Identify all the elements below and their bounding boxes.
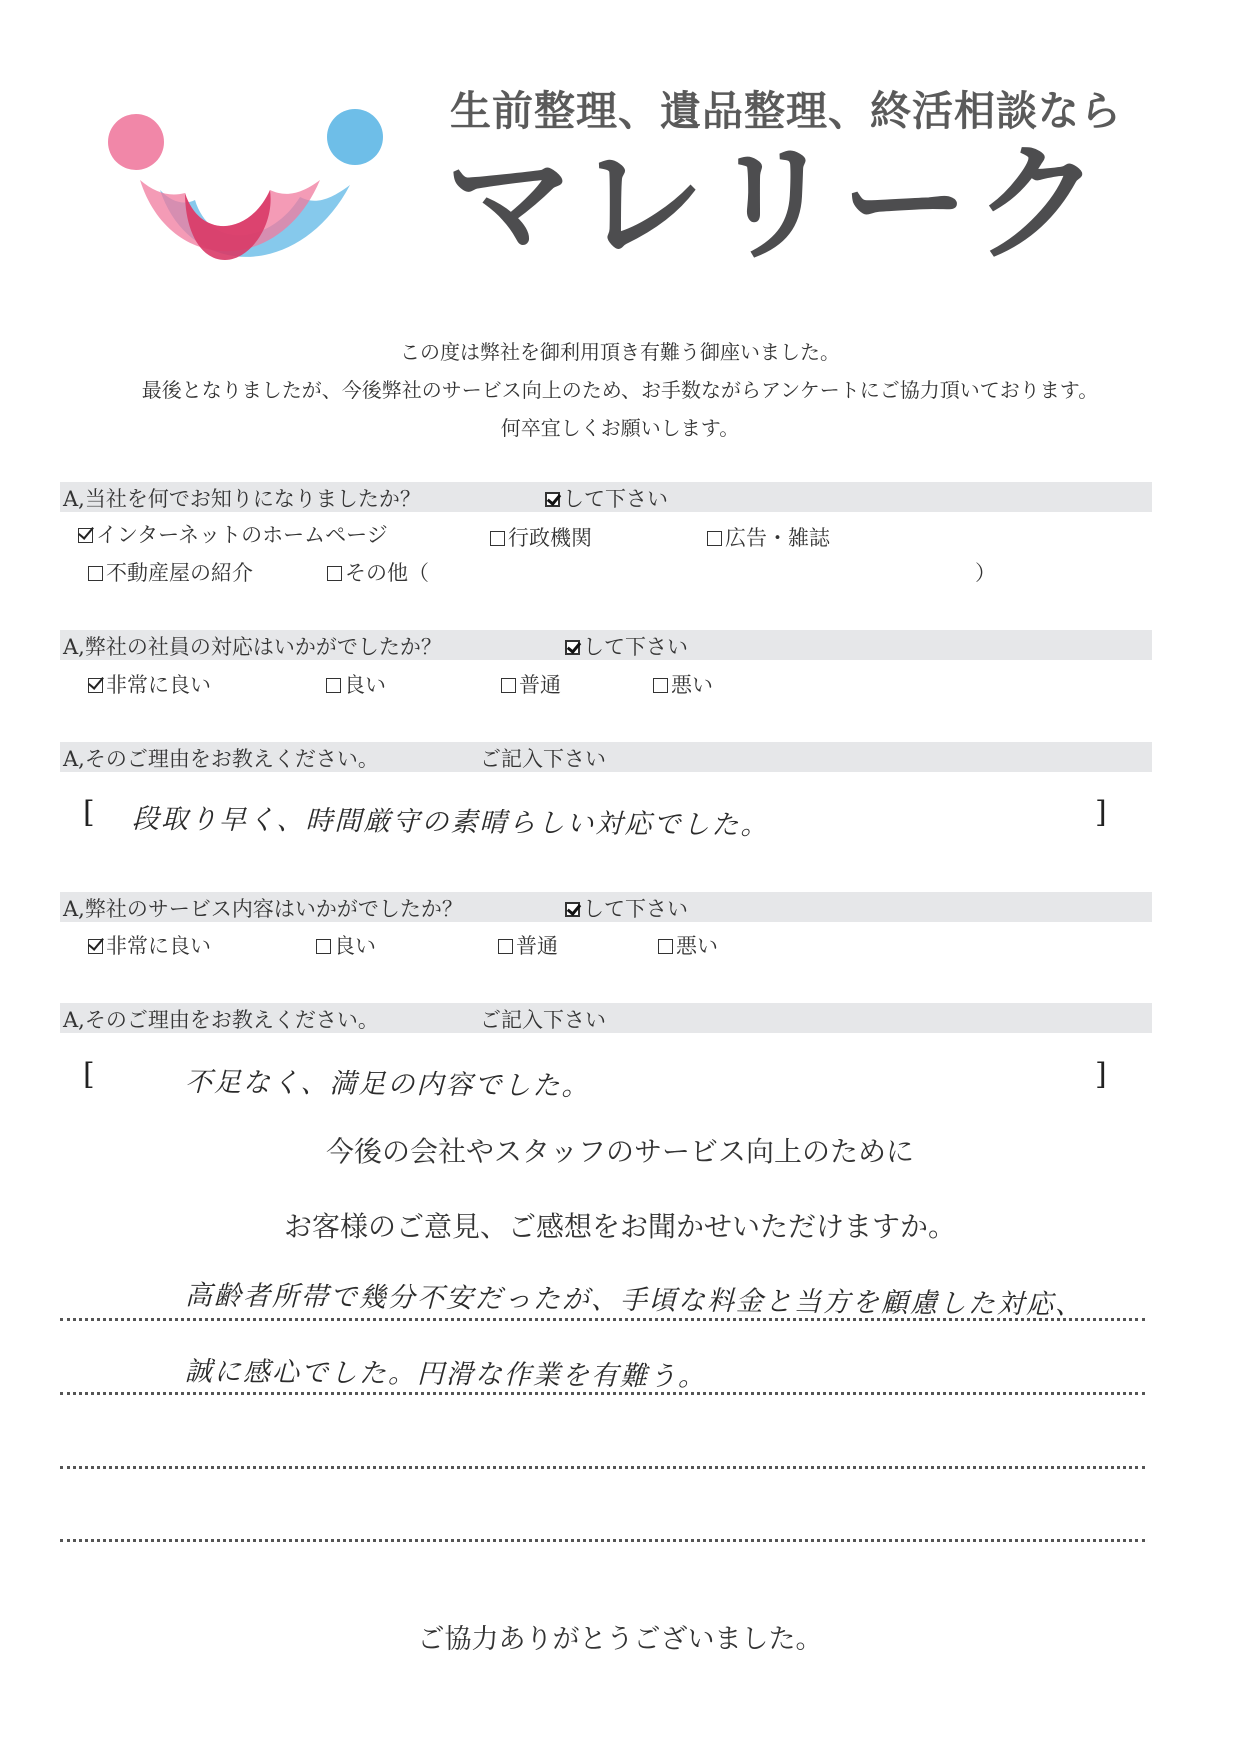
q1-option-internet[interactable]: インターネットのホームページ (78, 519, 388, 549)
q1-option-other[interactable]: その他（ (327, 557, 429, 587)
q2-option-good[interactable]: 良い (326, 669, 386, 699)
q4-option-average[interactable]: 普通 (498, 930, 558, 960)
closing-prompt-line-1: 今後の会社やスタッフのサービス向上のために (325, 1135, 914, 1168)
dotted-rule-3 (60, 1466, 1145, 1469)
dotted-rule-4 (60, 1539, 1145, 1542)
checkbox-icon[interactable] (326, 678, 341, 693)
q1-option-advert[interactable]: 広告・雑誌 (707, 522, 830, 552)
q1-question: A,当社を何でお知りになりましたか？ (63, 487, 421, 511)
checkbox-icon[interactable] (658, 939, 673, 954)
q3-bracket-open: [ (83, 795, 95, 830)
intro-line-3: 何卒宜しくお願いします。 (500, 416, 740, 440)
intro-line-2: 最後となりましたが、今後弊社のサービス向上のため、お手数ながらアンケートにご協力頂いております。 (141, 378, 1099, 402)
q4-question: A,弊社のサービス内容はいかがでしたか？ (63, 897, 463, 921)
q5-bracket-close: ] (1095, 1057, 1107, 1092)
q2-option-average[interactable]: 普通 (501, 669, 561, 699)
q5-instruction: ご記入下さい (480, 1008, 606, 1032)
checkbox-icon[interactable] (653, 678, 668, 693)
footer-thanks: ご協力ありがとうございました。 (417, 1624, 823, 1655)
q4-instruction: して下さい (565, 893, 688, 923)
logo-pink-dot (108, 114, 164, 170)
dotted-rule-2 (60, 1392, 1145, 1395)
dotted-rule-1 (60, 1318, 1145, 1321)
q1-other-close: ） (975, 561, 996, 585)
q1-option-realestate[interactable]: 不動産屋の紹介 (88, 557, 253, 587)
q2-instruction: して下さい (565, 631, 688, 661)
q5-question: A,そのご理由をお教えください。 (63, 1008, 379, 1032)
checkbox-icon[interactable] (88, 566, 103, 581)
checkbox-checked-icon[interactable] (78, 528, 93, 543)
checkbox-icon[interactable] (707, 531, 722, 546)
checkbox-example-icon (565, 640, 580, 655)
checkbox-icon[interactable] (501, 678, 516, 693)
q4-option-good[interactable]: 良い (316, 930, 376, 960)
comment-line-2[interactable]: 誠に感心でした。円滑な作業を有難う。 (184, 1356, 708, 1393)
intro-line-1: この度は弊社を御利用頂き有難う御座いました。 (400, 340, 840, 364)
q3-bracket-close: ] (1095, 795, 1107, 830)
checkbox-icon[interactable] (498, 939, 513, 954)
q4-option-excellent[interactable]: 非常に良い (88, 930, 211, 960)
logo-blue-dot (327, 109, 383, 165)
checkbox-example-icon (565, 902, 580, 917)
q2-option-poor[interactable]: 悪い (653, 669, 713, 699)
q2-question: A,弊社の社員の対応はいかがでしたか？ (63, 635, 442, 659)
closing-prompt-line-2: お客様のご意見、ご感想をお聞かせいただけますか。 (283, 1210, 956, 1243)
marelique-logo (100, 105, 400, 285)
checkbox-example-icon (545, 492, 560, 507)
q5-bracket-open: [ (83, 1057, 95, 1092)
checkbox-icon[interactable] (327, 566, 342, 581)
checkbox-icon[interactable] (316, 939, 331, 954)
q4-option-poor[interactable]: 悪い (658, 930, 718, 960)
checkbox-icon[interactable] (490, 531, 505, 546)
q5-answer[interactable]: 不足なく、満足の内容でした。 (184, 1066, 591, 1103)
checkbox-checked-icon[interactable] (88, 678, 103, 693)
q1-option-government[interactable]: 行政機関 (490, 522, 592, 552)
tagline: 生前整理、遺品整理、終活相談なら (450, 87, 1122, 135)
q3-question: A,そのご理由をお教えください。 (63, 747, 379, 771)
comment-line-1[interactable]: 高齢者所帯で幾分不安だったが、手頃な料金と当方を顧慮した対応、 (184, 1280, 1085, 1321)
q3-instruction: ご記入下さい (480, 747, 606, 771)
q1-instruction: して下さい (545, 483, 668, 513)
checkbox-checked-icon[interactable] (88, 939, 103, 954)
q3-answer[interactable]: 段取り早く、時間厳守の素晴らしい対応でした。 (131, 803, 770, 842)
brand-name: マレリーク (445, 130, 1106, 279)
q2-option-excellent[interactable]: 非常に良い (88, 669, 211, 699)
